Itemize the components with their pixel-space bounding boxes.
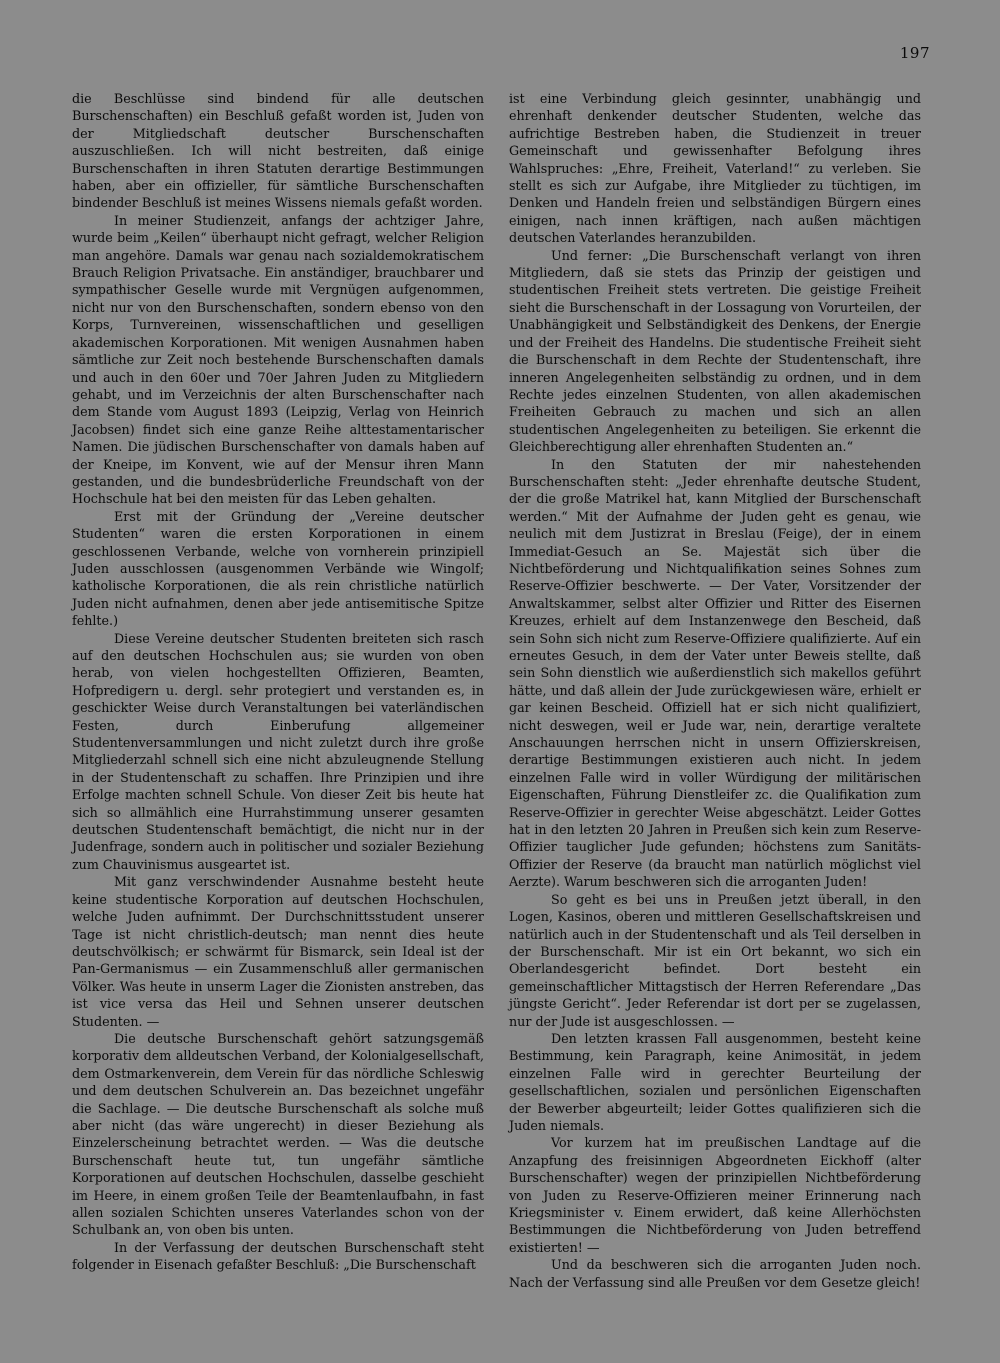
paragraph: So geht es bei uns in Preußen jetzt überall, in den Logen, Kasinos, oberen und mittleren Gesellschaftskreisen und natürlich auch in der Studentenschaft und als Teil derselben in der Burschenschaft. Mir ist ein Ort bekannt, wo sich ein Oberlandesgericht befindet. Dort besteht ein gemeinschaftlicher Mittagstisch der Herren Referendare „Das jüngste Gericht“. Jeder Referendar ist dort per se zugelassen, nur der Jude ist ausgeschlossen. — bbox=[509, 891, 921, 1029]
paragraph: Und da beschweren sich die arroganten Juden noch. Nach der Verfassung sind alle Preußen vor dem Gesetze gleich! bbox=[509, 1257, 921, 1290]
paragraph: In der Verfassung der deutschen Burschenschaft steht folgender in Eisenach gefaßter Beschluß: „Die Burschenschaft bbox=[72, 1239, 484, 1273]
left-column bbox=[72, 90, 484, 1274]
paragraph: Diese Vereine deutscher Studenten breiteten sich rasch auf den deutschen Hochschulen aus; sie wurden von oben herab, von vielen hochgestellten Offizieren, Beamten, Hofpredigern u. dergl. sehr protegiert und verstanden es, in geschickter Weise durch Veranstaltungen bei vaterländischen Festen, durch Einberufung allgemeiner Studentenversammlungen und nicht zuletzt durch ihre große Mitgliederzahl schnell sich eine nicht abzuleugnende Stellung in der Studentenschaft zu schaffen. Ihre Prinzipien und ihre Erfolge machten schnell Schule. Von dieser Zeit bis heute hat sich so allmählich eine Hurrahstimmung unserer gesamten deutschen Studentenschaft bemächtigt, die nicht nur in der Judenfrage, sondern auch in politischer und sozialer Beziehung zum Chauvinismus ausgeartet ist. bbox=[72, 630, 484, 872]
paragraph: Den letzten krassen Fall ausgenommen, besteht keine Bestimmung, kein Paragraph, keine Animosität, in jedem einzelnen Falle wird in gerechter Beurteilung der gesellschaftlichen, sozialen und persönlichen Eigenschaften der Bewerber abgeurteilt; leider Gottes qualifizieren sich die Juden niemals. bbox=[509, 1030, 921, 1133]
right-column bbox=[509, 90, 921, 1291]
paragraph: In den Statuten der mir nahestehenden Burschenschaften steht: „Jeder ehrenhafte deutsche Student, der die große Matrikel hat, kann Mitglied der Burschenschaft werden.“ Mit der Aufnahme der Juden geht es genau, wie neulich mit dem Justizrat in Breslau (Feige), der in einem Immediat-Gesuch an Se. Majestät sich über die Nichtbeförderung und Nichtqualifikation seines Sohnes zum Reserve-Offizier beschwerte. — Der Vater, Vorsitzender der Anwaltskammer, selbst alter Offizier und Ritter des Eisernen Kreuzes, erhielt auf dem Instanzenwege den Bescheid, daß sein Sohn sich nicht zum Reserve-Offiziere qualifizierte. Auf ein erneutes Gesuch, in dem der Vater unter Beweis stellte, daß sein Sohn dienstlich wie außerdienstlich sich makellos geführt hätte, und daß allein der Jude zurückgewiesen wäre, erhielt er gar keinen Bescheid. Offiziell hat er sich nicht qualifiziert, nicht deswegen, weil er Jude war, nein, derartige veraltete Anschauungen herrschen nicht in unsern Offizierskreisen, derartige Bestimmungen existieren auch nicht. In jedem einzelnen Falle wird in voller Würdigung der militärischen Eigenschaften, Führung Dienstleifer zc. die Qualifikation zum Reserve-Offizier in gerechter Weise abgeschätzt. Leider Gottes hat in den letzten 20 Jahren in Preußen sich kein zum Reserve-Offizier tauglicher Jude gefunden; höchstens zum Sanitäts-Offizier der Reserve (da braucht man natürlich möglichst viel Aerzte). Warum beschweren sich die arroganten Juden! bbox=[509, 456, 921, 890]
paragraph: ist eine Verbindung gleich gesinnter, unabhängig und ehrenhaft denkender deutscher Studenten, welche das aufrichtige Bestreben haben, die Studienzeit in treuer Gemeinschaft und gewissenhafter Befolgung ihres Wahlspruches: „Ehre, Freiheit, Vaterland!“ zu verleben. Sie stellt es sich zur Aufgabe, ihre Mitglieder zu tüchtigen, im Denken und Handeln freien und selbständigen Bürgern eines einigen, nach innen kräftigen, nach außen mächtigen deutschen Vaterlandes heranzubilden. bbox=[509, 91, 921, 246]
paragraph: Mit ganz verschwindender Ausnahme besteht heute keine studentische Korporation auf deutschen Hochschulen, welche Juden aufnimmt. Der Durchschnittsstudent unserer Tage ist nicht christlich-deutsch; man nennt dies heute deutschvölkisch; er schwärmt für Bismarck, sein Ideal ist der Pan-Germanismus — ein Zusammenschluß aller germanischen Völker. Was heute in unserm Lager die Zionisten anstreben, das ist vice versa das Heil und Sehnen unserer deutschen Studenten. — bbox=[72, 874, 484, 1029]
paragraph: Und ferner: „Die Burschenschaft verlangt von ihren Mitgliedern, daß sie stets das Prinzip der geistigen und studentischen Freiheit stets vertreten. Die geistige Freiheit sieht die Burschenschaft in der Lossagung von Vorurteilen, der Unabhängigkeit und Selbständigkeit des Denkens, der Energie und der Freiheit des Handelns. Die studentische Freiheit sieht die Burschenschaft in dem Rechte der Studentenschaft, ihre inneren Angelegenheiten selbständig zu ordnen, und in dem Rechte jedes einzelnen Studenten, von allen akademischen Freiheiten Gebrauch zu machen und sich an allen studentischen Angelegenheiten zu beteiligen. Sie erkennt die Gleichberechtigung aller ehrenhaften Studenten an.“ bbox=[509, 247, 921, 455]
paragraph: Erst mit der Gründung der „Vereine deutscher Studenten“ waren die ersten Korporationen in einem geschlossenen Verbande, welche von vornherein prinzipiell Juden ausschlossen (ausgenommen Verbände wie Wingolf; katholische Korporationen, die als rein christliche natürlich Juden nicht aufnahmen, denen aber jede antisemitische Spitze fehlte.) bbox=[72, 508, 484, 629]
paragraph: die Beschlüsse sind bindend für alle deutschen Burschenschaften) ein Beschluß gefaßt worden ist, Juden von der Mitgliedschaft deutscher Burschenschaften auszuschließen. Ich will nicht bestreiten, daß einige Burschenschaften in ihren Statuten derartige Bestimmungen haben, aber ein offizieller, für sämtliche Burschenschaften bindender Beschluß ist meines Wissens niemals gefaßt worden. bbox=[72, 91, 484, 211]
paragraph: Die deutsche Burschenschaft gehört satzungsgemäß korporativ dem alldeutschen Verband, der Kolonialgesellschaft, dem Ostmarkenverein, dem Verein für das nördliche Schleswig und dem deutschen Schulverein an. Das bezeichnet ungefähr die Sachlage. — Die deutsche Burschenschaft als solche muß aber nicht (das wäre ungerecht) in dieser Beziehung als Einzelerscheinung betrachtet werden. — Was die deutsche Burschenschaft heute tut, tun ungefähr sämtliche Korporationen auf deutschen Hochschulen, dasselbe geschieht im Heere, in einem großen Teile der Beamtenlaufbahn, in fast allen sozialen Schichten unseres Vaterlandes schon von der Schulbank an, von oben bis unten. bbox=[72, 1030, 484, 1238]
paragraph: Vor kurzem hat im preußischen Landtage auf die Anzapfung des freisinnigen Abgeordneten Eickhoff (alter Burschenschafter) wegen der prinzipiellen Nichtbeförderung von Juden zu Reserve-Offizieren meiner Erinnerung nach Kriegsminister v. Einem erwidert, daß keine Allerhöchsten Bestimmungen die Nichtbeförderung von Juden betreffend existierten! — bbox=[509, 1135, 921, 1255]
paragraph: In meiner Studienzeit, anfangs der achtziger Jahre, wurde beim „Keilen“ überhaupt nicht gefragt, welcher Religion man angehöre. Damals war genau nach sozialdemokratischem Brauch Religion Privatsache. Ein anständiger, brauchbarer und sympathischer Geselle wurde mit Vergnügen aufgenommen, nicht nur von den Burschenschaften, sondern ebenso von den Korps, Turnvereinen, wissenschaftlichen und geselligen akademischen Korporationen. Mit wenigen Ausnahmen haben sämtliche zur Zeit noch bestehende Burschenschaften damals und auch in den 60er und 70er Jahren Juden zu Mitgliedern gehabt, und im Verzeichnis der alten Burschenschafter nach dem Stande vom August 1893 (Leipzig, Verlag von Heinrich Jacobsen) findet sich eine ganze Reihe alttestamentarischer Namen. Die jüdischen Burschenschafter von damals haben auf der Kneipe, im Konvent, wie auf der Mensur ihren Mann gestanden, und die bundesbrüderliche Freundschaft von der Hochschule hat bei den meisten für das Leben gehalten. bbox=[72, 212, 484, 507]
page-number: 197 bbox=[899, 44, 930, 62]
